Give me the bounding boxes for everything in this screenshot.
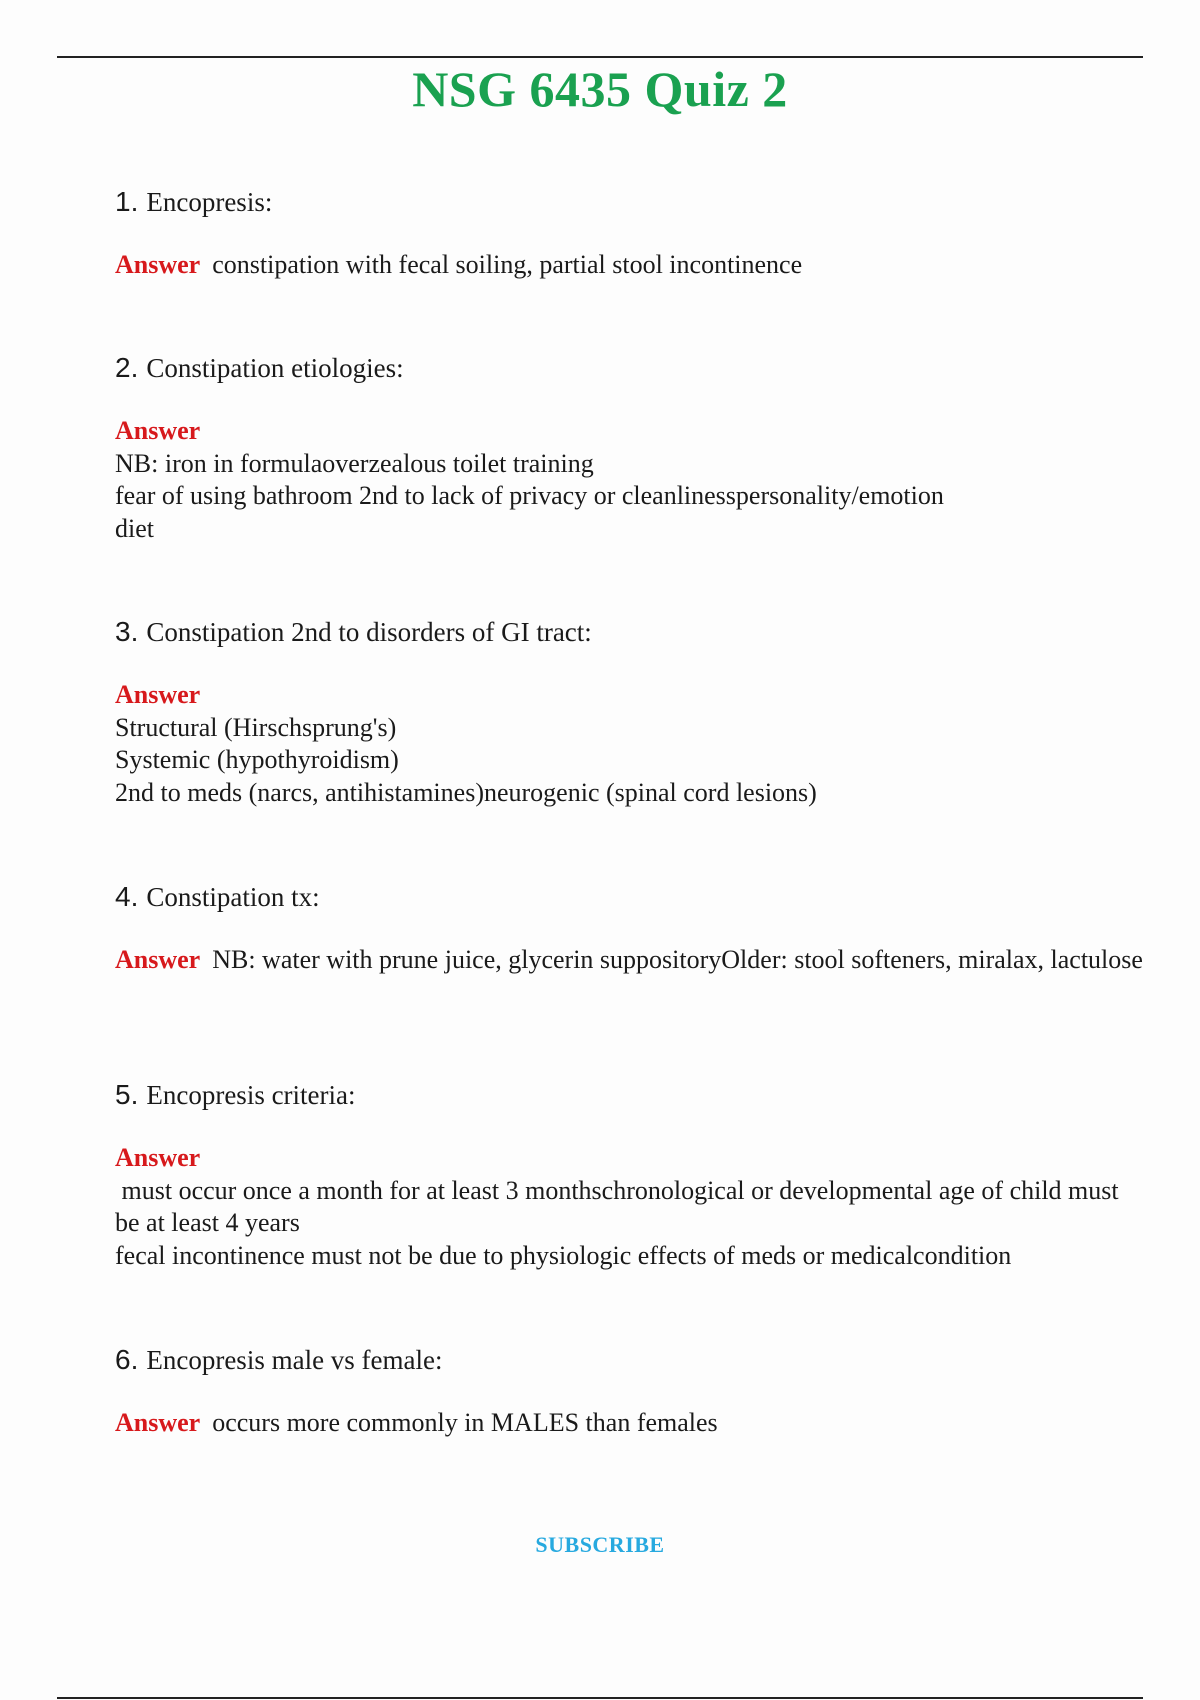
answer-line: fear of using bathroom 2nd to lack of privacy or cleanlinesspersonality/emotion <box>115 481 944 510</box>
question-number: 1. <box>115 186 139 217</box>
bottom-rule <box>57 1697 1143 1699</box>
question-6 <box>115 1340 1145 1380</box>
answer-5 <box>115 1142 1145 1272</box>
question-text: Constipation tx: <box>146 882 320 912</box>
subscribe-link[interactable]: SUBSCRIBE <box>535 1532 665 1557</box>
answer-text: occurs more commonly in MALES than females <box>212 1408 718 1437</box>
top-rule <box>57 56 1143 58</box>
answer-label: Answer <box>115 1408 201 1437</box>
document-title: NSG 6435 Quiz 2 <box>412 61 788 117</box>
answer-label: Answer <box>115 250 201 279</box>
answer-line: must occur once a month for at least 3 monthschronological or developmental age of child must be at least 4 years <box>115 1175 1126 1237</box>
answer-text: NB: water with prune juice, glycerin suppositoryOlder: stool softeners, miralax, lactulose <box>212 945 1143 974</box>
answer-6 <box>115 1407 1145 1440</box>
answer-label: Answer <box>115 680 201 709</box>
question-number: 5. <box>115 1079 139 1110</box>
answer-label: Answer <box>115 945 201 974</box>
question-block-6 <box>115 1340 1145 1440</box>
question-block-3 <box>115 612 1145 809</box>
question-block-2 <box>115 348 1145 545</box>
answer-line: 2nd to meds (narcs, antihistamines)neurogenic (spinal cord lesions) <box>115 777 817 807</box>
answer-label: Answer <box>115 416 201 445</box>
answer-text: constipation with fecal soiling, partial stool incontinence <box>212 250 803 279</box>
answer-line: fecal incontinence must not be due to physiologic effects of meds or medicalcondition <box>115 1240 1012 1270</box>
answer-line: diet <box>115 513 154 543</box>
answer-4 <box>115 944 1145 977</box>
question-number: 4. <box>115 881 139 912</box>
question-text: Constipation etiologies: <box>146 353 404 383</box>
question-5 <box>115 1075 1145 1115</box>
question-4 <box>115 877 1145 917</box>
answer-line: NB: iron in formulaoverzealous toilet training <box>115 448 594 478</box>
answer-line: Structural (Hirschsprung's) <box>115 712 397 742</box>
answer-1 <box>115 249 1145 282</box>
answer-3 <box>115 679 1145 809</box>
question-2 <box>115 348 1145 388</box>
question-text: Encopresis: <box>146 187 273 217</box>
question-text: Encopresis male vs female: <box>146 1345 443 1375</box>
answer-line: Systemic (hypothyroidism) <box>115 745 399 774</box>
question-number: 3. <box>115 616 139 647</box>
question-number: 2. <box>115 352 139 383</box>
question-number: 6. <box>115 1344 139 1375</box>
question-block-5 <box>115 1075 1145 1272</box>
answer-label: Answer <box>115 1143 201 1172</box>
question-block-4 <box>115 877 1145 977</box>
question-3 <box>115 612 1145 652</box>
question-text: Encopresis criteria: <box>146 1080 356 1110</box>
question-block-1 <box>115 182 1145 282</box>
question-text: Constipation 2nd to disorders of GI tract: <box>146 617 592 647</box>
question-1 <box>115 182 1145 222</box>
answer-2 <box>115 415 1145 545</box>
